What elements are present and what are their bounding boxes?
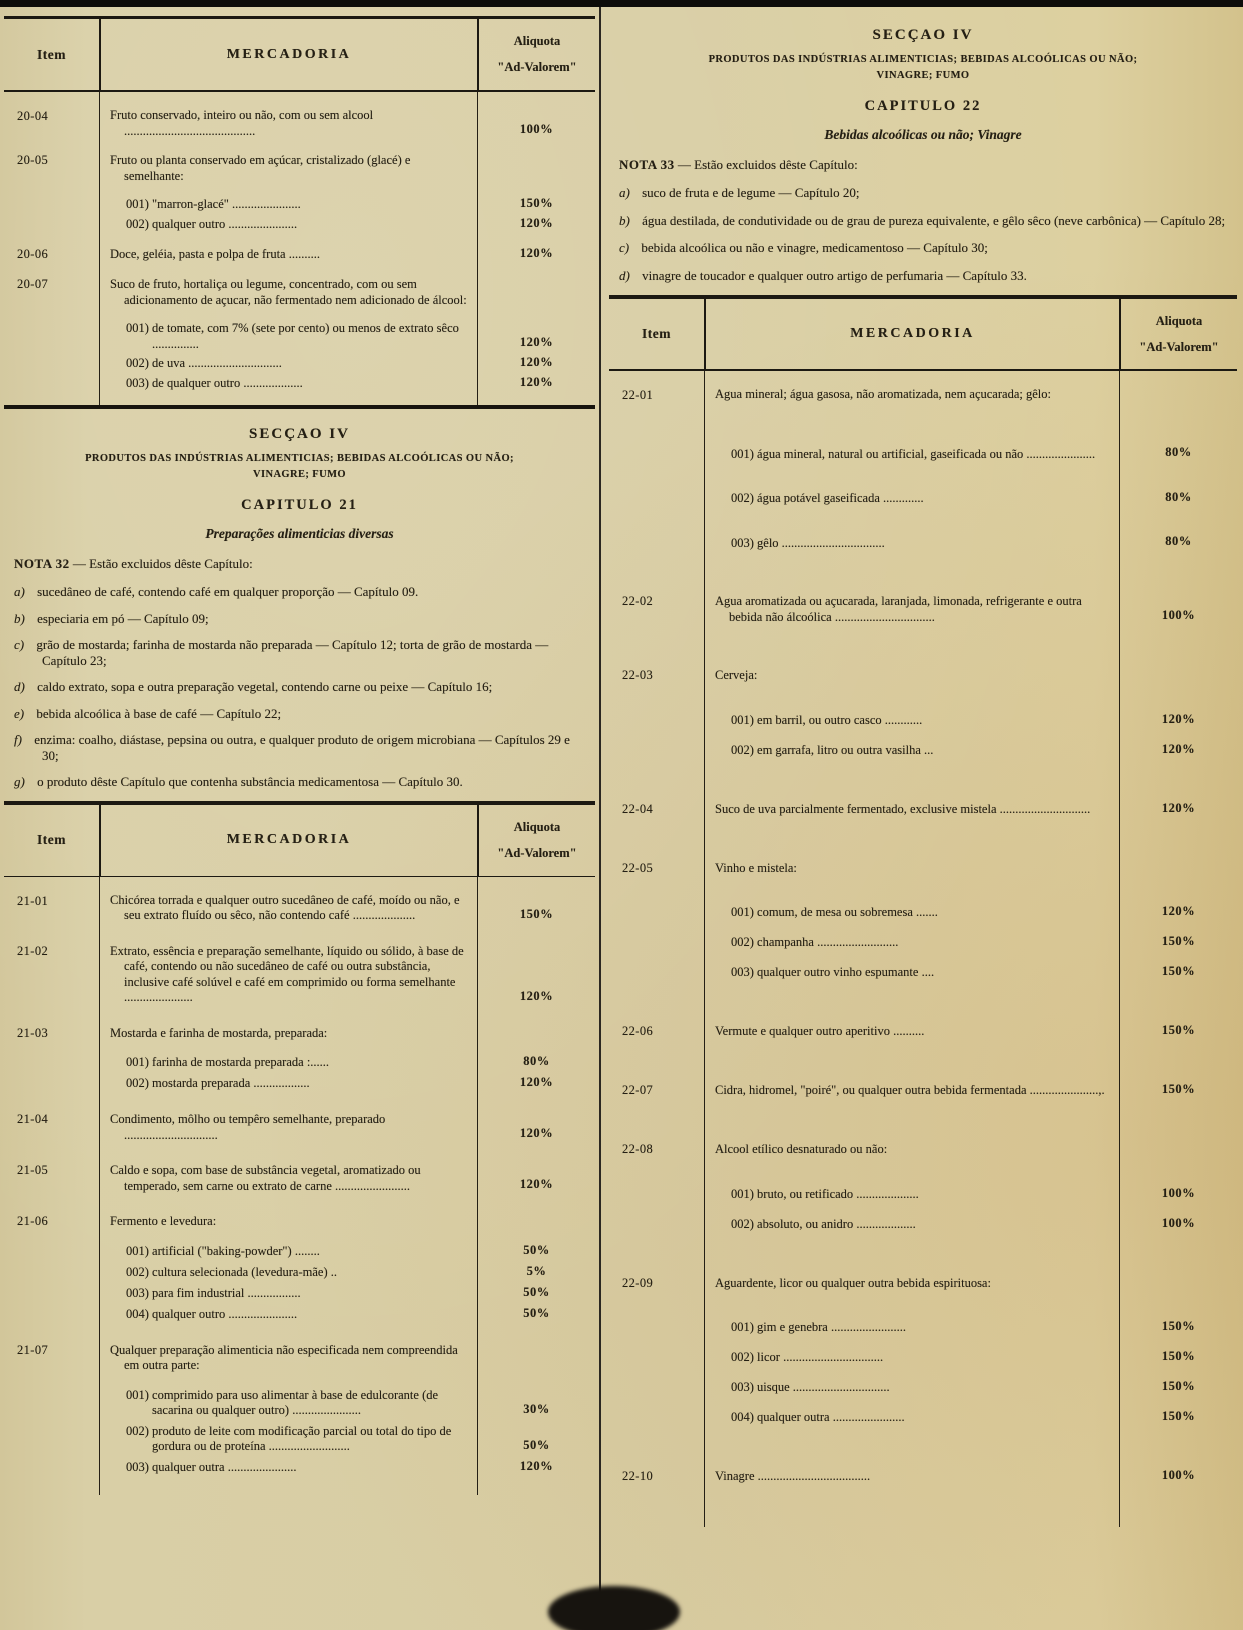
tariff-entry: [705, 904, 1237, 934]
tariff-entry: [705, 1379, 1237, 1409]
ad-valorem-label: "Ad-Valorem": [1139, 339, 1219, 354]
merchandise-cell: [99, 1025, 595, 1112]
item-code: 20-06: [17, 247, 49, 261]
item-code: 21-01: [17, 893, 49, 908]
merchandise-text: 003) qualquer outra ......................: [126, 1459, 297, 1474]
tariff-entry: [100, 246, 595, 276]
tariff-entry: [705, 1349, 1237, 1379]
merchandise-text: 001) comprimido para uso alimentar à base de edulcorante (de sacarina ou qualquer outro) ......................: [126, 1387, 439, 1417]
tariff-entry: [705, 1186, 1237, 1216]
ad-valorem-rate: 120%: [477, 1075, 595, 1111]
ad-valorem-rate: 150%: [477, 877, 595, 943]
item-code: 21-05: [17, 1163, 49, 1177]
item-column-header: Item: [37, 46, 66, 62]
nota-rest: — Estão excluidos dêste Capítulo:: [677, 157, 858, 172]
nota-heading: [619, 157, 1229, 173]
note-item: c) bebida alcoólica ou não e vinagre, medicamentoso — Capítulo 30;: [619, 240, 988, 255]
ad-valorem-rate: [477, 1213, 595, 1243]
tariff-entry: [705, 1082, 1237, 1141]
ad-valorem-rate: 30%: [477, 1387, 595, 1423]
tariff-entry: [100, 1243, 595, 1264]
section-title: SECÇAO IV: [249, 426, 350, 442]
table-row: [609, 1023, 1237, 1082]
ad-valorem-rate: 150%: [1119, 934, 1237, 964]
tariff-table-chapter-21: [4, 801, 595, 1495]
merchandise-cell: [704, 1141, 1237, 1275]
tariff-entry: [100, 152, 595, 196]
merchandise-text: 003) de qualquer outro ...................: [126, 376, 303, 390]
note-item: b) especiaria em pó — Capítulo 09;: [14, 610, 209, 626]
item-code: 22-01: [622, 388, 654, 402]
table-header: [609, 295, 1237, 371]
merchandise-text: 001) em barril, ou outro casco ............: [731, 712, 923, 727]
merchandise-text: Agua mineral; água gasosa, não aromatizada, nem açucarada; gêlo:: [715, 387, 1051, 401]
item-code: 22-06: [622, 1024, 654, 1038]
table-row: [609, 860, 1237, 1024]
merchandise-text: Extrato, essência e preparação semelhante, líquido ou sólido, à base de café, contendo ou não sucedâneo de café ou outra substância, inclusive café solúvel e café em comprimido ou forma semelhante ......................: [110, 943, 464, 1004]
merchandise-column-header: MERCADORIA: [850, 326, 975, 341]
item-code: 22-03: [622, 668, 654, 682]
ad-valorem-rate: 120%: [477, 1162, 595, 1213]
table-row: [4, 246, 595, 276]
merchandise-cell: [99, 1342, 595, 1495]
table-row: [4, 1111, 595, 1162]
ad-valorem-rate: 120%: [477, 246, 595, 276]
note-letter: a): [14, 584, 25, 599]
nota-items: [613, 185, 1233, 283]
chapter-title: Preparações alimenticias diversas: [205, 526, 394, 541]
ad-valorem-column-header: [477, 19, 595, 90]
merchandise-text: 001) gim e genebra ........................: [731, 1320, 906, 1334]
tariff-entry: [100, 1387, 595, 1423]
ad-valorem-rate: 80%: [1119, 431, 1237, 476]
merchandise-text: 001) comum, de mesa ou sobremesa .......: [731, 905, 938, 919]
ad-valorem-rate: 100%: [477, 92, 595, 152]
table-body: [4, 877, 595, 1495]
merchandise-text: Chicórea torrada e qualquer outro sucedâneo de café, moído ou não, e seu extrato fluído ou sêco, não contendo café ....................: [110, 892, 460, 922]
right-column: [609, 7, 1237, 1527]
note-item: c) grão de mostarda; farinha de mostarda não preparada — Capítulo 12; torta de grão de mostarda — Capítulo 23;: [14, 637, 549, 668]
merchandise-text: 002) champanha ..........................: [731, 935, 899, 949]
tariff-entry: [705, 934, 1237, 964]
ad-valorem-rate: 5%: [477, 1264, 595, 1285]
merchandise-column-header: MERCADORIA: [226, 832, 352, 847]
table-row: [4, 1162, 595, 1213]
merchandise-text: 003) qualquer outro vinho espumante ....: [731, 965, 935, 979]
tariff-entry: [705, 1141, 1237, 1186]
ad-valorem-rate: 100%: [1119, 1186, 1237, 1216]
merchandise-cell: [704, 801, 1237, 860]
header-mid: [99, 805, 595, 876]
note-item: d) caldo extrato, sopa e outra preparação vegetal, contendo carne ou peixe — Capítulo 16;: [14, 679, 493, 694]
ad-valorem-rate: 120%: [1119, 742, 1237, 801]
merchandise-cell: [99, 152, 595, 246]
aliquota-label: Aliquota: [513, 819, 561, 834]
merchandise-cell: [99, 1111, 595, 1162]
ad-valorem-rate: 100%: [1119, 593, 1237, 667]
tariff-entry: [100, 1111, 595, 1162]
table-row: [609, 593, 1237, 667]
merchandise-text: Qualquer preparação alimenticia não especificada nem compreendida em outra parte:: [110, 1342, 458, 1372]
table-header: [4, 16, 595, 92]
merchandise-text: 002) em garrafa, litro ou outra vasilha ...: [731, 742, 934, 757]
tariff-entry: [100, 1264, 595, 1285]
item-column-header: Item: [642, 326, 671, 341]
aliquota-label: Aliquota: [513, 34, 561, 48]
tariff-entry: [100, 375, 595, 405]
merchandise-text: 001) "marron-glacé" ......................: [126, 197, 301, 211]
ad-valorem-rate: [477, 152, 595, 196]
tariff-entry: [100, 1306, 595, 1342]
note-item: g) o produto dêste Capítulo que contenha substância medicamentosa — Capítulo 30.: [14, 774, 463, 789]
merchandise-cell: [704, 1468, 1237, 1527]
table-header: [4, 801, 595, 877]
note-letter: c): [619, 240, 630, 255]
note-letter: f): [14, 732, 22, 747]
ad-valorem-rate: 150%: [1119, 1349, 1237, 1379]
note-item: a) suco de fruta e de legume — Capítulo 20;: [619, 185, 860, 200]
note-item: d) vinagre de toucador e qualquer outro artigo de perfumaria — Capítulo 33.: [619, 267, 1027, 283]
tariff-entry: [705, 801, 1237, 860]
tariff-entry: [705, 1468, 1237, 1527]
section-subtitle-2: VINAGRE; FUMO: [876, 69, 970, 81]
nota-label: NOTA 32: [14, 556, 70, 571]
note-item: f) enzima: coalho, diástase, pepsina ou outra, e qualquer produto de origem microbiana — Capítulos 29 e 30;: [14, 732, 570, 763]
header-mid: [99, 19, 595, 90]
table-row: [609, 1468, 1237, 1527]
note-letter: b): [14, 610, 25, 626]
merchandise-text: 002) absoluto, ou anidro ...................: [731, 1216, 916, 1231]
merchandise-text: 003) uisque ...............................: [731, 1380, 890, 1394]
ad-valorem-rate: 150%: [1119, 1379, 1237, 1409]
tariff-entry: [705, 593, 1237, 667]
merchandise-cell: [99, 276, 595, 405]
table-row: [4, 1342, 595, 1495]
merchandise-cell: [704, 593, 1237, 667]
tariff-entry: [100, 1162, 595, 1213]
note-item: a) sucedâneo de café, contendo café em qualquer proporção — Capítulo 09.: [14, 584, 419, 599]
merchandise-cell: [704, 1082, 1237, 1141]
note-letter: g): [14, 774, 25, 789]
merchandise-text: Aguardente, licor ou qualquer outra bebida espirituosa:: [715, 1275, 991, 1290]
tariff-entry: [100, 1342, 595, 1387]
item-code: 21-03: [17, 1025, 49, 1040]
tariff-entry: [705, 964, 1237, 1023]
nota-rest: — Estão excluidos dêste Capítulo:: [72, 556, 253, 571]
ad-valorem-rate: [477, 276, 595, 320]
merchandise-text: 003) gêlo .................................: [731, 535, 885, 550]
merchandise-text: Caldo e sopa, com base de substância vegetal, aromatizado ou temperado, sem carne ou extrato de carne ........................: [110, 1163, 421, 1193]
item-column-header: Item: [37, 832, 66, 847]
merchandise-cell: [704, 371, 1237, 593]
ad-valorem-rate: 120%: [477, 1111, 595, 1162]
nota-items: [8, 584, 591, 790]
merchandise-cell: [99, 1213, 595, 1342]
item-code: 20-04: [17, 109, 49, 123]
merchandise-cell: [704, 860, 1237, 1024]
tariff-entry: [705, 371, 1237, 431]
ad-valorem-rate: [1119, 1275, 1237, 1320]
tariff-entry: [100, 276, 595, 320]
table-body: [609, 371, 1237, 1527]
table-row: [4, 276, 595, 405]
tariff-entry: [100, 92, 595, 152]
table-row: [4, 1025, 595, 1112]
column-divider: [599, 7, 601, 1630]
ad-valorem-label: "Ad-Valorem": [497, 845, 577, 860]
merchandise-text: Vinagre ....................................: [715, 1469, 871, 1483]
item-code: 21-06: [17, 1214, 49, 1228]
ad-valorem-rate: 120%: [1119, 801, 1237, 860]
table-row: [609, 1141, 1237, 1275]
ad-valorem-rate: 120%: [477, 320, 595, 355]
ad-valorem-rate: 50%: [477, 1285, 595, 1306]
merchandise-text: Vermute e qualquer outro aperitivo ..........: [715, 1024, 925, 1038]
ad-valorem-rate: 120%: [477, 943, 595, 1025]
aliquota-label: Aliquota: [1155, 313, 1203, 328]
item-code: 22-02: [622, 594, 654, 608]
tariff-entry: [705, 742, 1237, 801]
merchandise-text: Fruto ou planta conservado em açúcar, cristalizado (glacé) e semelhante:: [110, 153, 411, 183]
merchandise-text: Condimento, môlho ou tempêro semelhante, preparado ..............................: [110, 1112, 386, 1142]
item-code: 21-02: [17, 943, 49, 958]
item-code: 22-05: [622, 860, 654, 875]
note-item: b) água destilada, de condutividade ou de grau de pureza equivalente, e gêlo sêco (neve carbônica) — Capítulo 28;: [619, 212, 1226, 228]
tariff-entry: [705, 667, 1237, 712]
tariff-entry: [705, 1275, 1237, 1320]
table-row: [4, 92, 595, 152]
merchandise-text: Doce, geléia, pasta e polpa de fruta ..........: [110, 247, 320, 261]
note-item: e) bebida alcoólica à base de café — Capítulo 22;: [14, 705, 282, 721]
ad-valorem-rate: 150%: [477, 196, 595, 216]
merchandise-text: 002) de uva ..............................: [126, 356, 282, 370]
tariff-entry: [100, 1075, 595, 1111]
merchandise-text: 001) artificial ("baking-powder") ........: [126, 1243, 320, 1258]
tariff-entry: [705, 431, 1237, 476]
item-code: 22-07: [622, 1083, 654, 1097]
section-title: SECÇAO IV: [872, 27, 974, 43]
merchandise-text: Alcool etílico desnaturado ou não:: [715, 1142, 888, 1156]
ad-valorem-rate: 150%: [1119, 964, 1237, 1023]
merchandise-cell: [99, 943, 595, 1025]
merchandise-text: 002) água potável gaseificada .............: [731, 491, 924, 505]
merchandise-cell: [99, 1162, 595, 1213]
item-code: 22-09: [622, 1275, 654, 1290]
ad-valorem-rate: [1119, 371, 1237, 431]
tariff-entry: [705, 475, 1237, 520]
table-row: [609, 801, 1237, 860]
item-code: 20-05: [17, 153, 49, 167]
ad-valorem-rate: 120%: [477, 1459, 595, 1495]
note-letter: d): [14, 679, 25, 694]
table-row: [609, 1275, 1237, 1469]
merchandise-text: 002) licor ................................: [731, 1350, 884, 1364]
ad-valorem-label: "Ad-Valorem": [497, 60, 577, 74]
item-code: 22-10: [622, 1469, 654, 1483]
section-iv-left: [4, 426, 595, 790]
ad-valorem-rate: 80%: [1119, 475, 1237, 520]
merchandise-text: Agua aromatizada ou açucarada, laranjada, limonada, refrigerante e outra bebida não álcoólica ................................: [715, 594, 1082, 624]
merchandise-cell: [704, 1023, 1237, 1082]
ad-valorem-rate: 150%: [1119, 1319, 1237, 1349]
merchandise-text: Fermento e levedura:: [110, 1214, 217, 1228]
merchandise-text: Fruto conservado, inteiro ou não, com ou sem alcool ..........................................: [110, 108, 374, 138]
merchandise-text: 001) água mineral, natural ou artificial, gaseificada ou não ......................: [731, 446, 1096, 461]
note-letter: b): [619, 212, 630, 228]
merchandise-text: 002) mostarda preparada ..................: [126, 1076, 310, 1090]
chapter-heading: CAPITULO 22: [864, 98, 982, 114]
tariff-entry: [705, 1216, 1237, 1275]
ad-valorem-rate: 150%: [1119, 1023, 1237, 1082]
tariff-entry: [100, 320, 595, 355]
ad-valorem-rate: 100%: [1119, 1468, 1237, 1527]
merchandise-cell: [99, 246, 595, 276]
item-code: 21-07: [17, 1342, 49, 1357]
tariff-entry: [100, 1285, 595, 1306]
note-letter: c): [14, 637, 25, 652]
chapter-heading: CAPITULO 21: [241, 497, 358, 513]
tariff-entry: [100, 196, 595, 216]
tariff-entry: [100, 1213, 595, 1243]
table-body: [4, 92, 595, 405]
ad-valorem-rate: 120%: [477, 216, 595, 246]
item-code: 21-04: [17, 1112, 49, 1126]
ad-valorem-column-header: [477, 805, 595, 876]
tariff-entry: [705, 1409, 1237, 1468]
ad-valorem-rate: 150%: [1119, 1082, 1237, 1141]
nota-label: NOTA 33: [619, 157, 675, 172]
merchandise-text: 004) qualquer outro ......................: [126, 1306, 298, 1321]
tariff-entry: [100, 216, 595, 246]
note-letter: a): [619, 185, 630, 200]
section-iv-right: [609, 27, 1237, 283]
merchandise-cell: [704, 1275, 1237, 1469]
ad-valorem-rate: 120%: [477, 375, 595, 405]
ad-valorem-rate: 50%: [477, 1243, 595, 1264]
item-code: 22-04: [622, 801, 654, 816]
tariff-entry: [100, 1054, 595, 1075]
ad-valorem-rate: [1119, 860, 1237, 905]
tariff-entry: [100, 355, 595, 375]
ad-valorem-rate: 50%: [477, 1306, 595, 1342]
merchandise-cell: [99, 877, 595, 943]
merchandise-text: 003) para fim industrial .................: [126, 1285, 301, 1300]
scan-smudge: [548, 1586, 680, 1630]
tariff-table-chapter-20: [4, 16, 595, 409]
top-rule: [0, 0, 1243, 7]
merchandise-text: Cerveja:: [715, 668, 758, 682]
left-column: [4, 7, 595, 1495]
tariff-table-chapter-22: [609, 295, 1237, 1527]
note-letter: d): [619, 267, 630, 283]
ad-valorem-rate: 120%: [477, 355, 595, 375]
item-code: 20-07: [17, 277, 49, 291]
tariff-entry: [100, 943, 595, 1025]
ad-valorem-rate: 120%: [1119, 712, 1237, 742]
merchandise-text: 001) farinha de mostarda preparada :......: [126, 1055, 330, 1069]
ad-valorem-rate: [1119, 667, 1237, 712]
merchandise-cell: [99, 92, 595, 152]
section-subtitle-2: VINAGRE; FUMO: [253, 468, 346, 480]
table-row: [4, 877, 595, 943]
ad-valorem-rate: [477, 1342, 595, 1387]
tariff-entry: [100, 1459, 595, 1495]
merchandise-column-header: MERCADORIA: [226, 46, 352, 62]
tariff-entry: [705, 1319, 1237, 1349]
header-mid: [704, 299, 1237, 369]
note-letter: e): [14, 705, 25, 721]
ad-valorem-rate: [477, 1025, 595, 1055]
table-row: [609, 667, 1237, 801]
merchandise-text: Suco de uva parcialmente fermentado, exclusive mistela .............................: [715, 801, 1091, 816]
ad-valorem-rate: [1119, 1141, 1237, 1186]
item-code: 22-08: [622, 1142, 654, 1156]
tariff-entry: [705, 860, 1237, 905]
merchandise-text: Mostarda e farinha de mostarda, preparada:: [110, 1025, 328, 1040]
merchandise-text: 001) bruto, ou retificado ....................: [731, 1186, 919, 1201]
ad-valorem-rate: 50%: [477, 1423, 595, 1459]
merchandise-text: 004) qualquer outra .......................: [731, 1410, 905, 1424]
nota-heading: [14, 556, 587, 572]
table-row: [609, 1082, 1237, 1141]
tariff-entry: [705, 520, 1237, 594]
table-row: [4, 943, 595, 1025]
table-row: [4, 152, 595, 246]
tariff-entry: [705, 712, 1237, 742]
chapter-title: Bebidas alcoólicas ou não; Vinagre: [824, 127, 1022, 142]
merchandise-cell: [704, 667, 1237, 801]
tariff-entry: [100, 877, 595, 943]
merchandise-text: 002) produto de leite com modificação parcial ou total do tipo de gordura ou de proteína ..........................: [126, 1423, 452, 1453]
merchandise-text: 002) cultura selecionada (levedura-mãe) ..: [126, 1264, 338, 1279]
merchandise-text: Suco de fruto, hortaliça ou legume, concentrado, com ou sem adicionamento de açucar, não fermentado nem adicionado de álcool:: [110, 277, 467, 307]
merchandise-text: 001) de tomate, com 7% (sete por cento) ou menos de extrato sêco ...............: [126, 321, 459, 351]
tariff-entry: [100, 1025, 595, 1055]
ad-valorem-rate: 80%: [477, 1054, 595, 1075]
section-subtitle: PRODUTOS DAS INDÚSTRIAS ALIMENTICIAS; BEBIDAS ALCOÓLICAS OU NÃO;: [85, 453, 514, 464]
tariff-entry: [705, 1023, 1237, 1082]
table-row: [609, 371, 1237, 593]
merchandise-text: 002) qualquer outro ......................: [126, 217, 298, 231]
tariff-entry: [100, 1423, 595, 1459]
ad-valorem-rate: 80%: [1119, 520, 1237, 594]
section-subtitle: PRODUTOS DAS INDÚSTRIAS ALIMENTICIAS; BEBIDAS ALCOÓLICAS OU NÃO;: [708, 54, 1138, 65]
table-row: [4, 1213, 595, 1342]
ad-valorem-rate: 150%: [1119, 1409, 1237, 1468]
ad-valorem-column-header: [1119, 299, 1237, 369]
ad-valorem-rate: 120%: [1119, 904, 1237, 934]
merchandise-text: Vinho e mistela:: [715, 860, 797, 875]
merchandise-text: Cidra, hidromel, "poiré", ou qualquer outra bebida fermentada ......................,.: [715, 1083, 1105, 1097]
ad-valorem-rate: 100%: [1119, 1216, 1237, 1275]
